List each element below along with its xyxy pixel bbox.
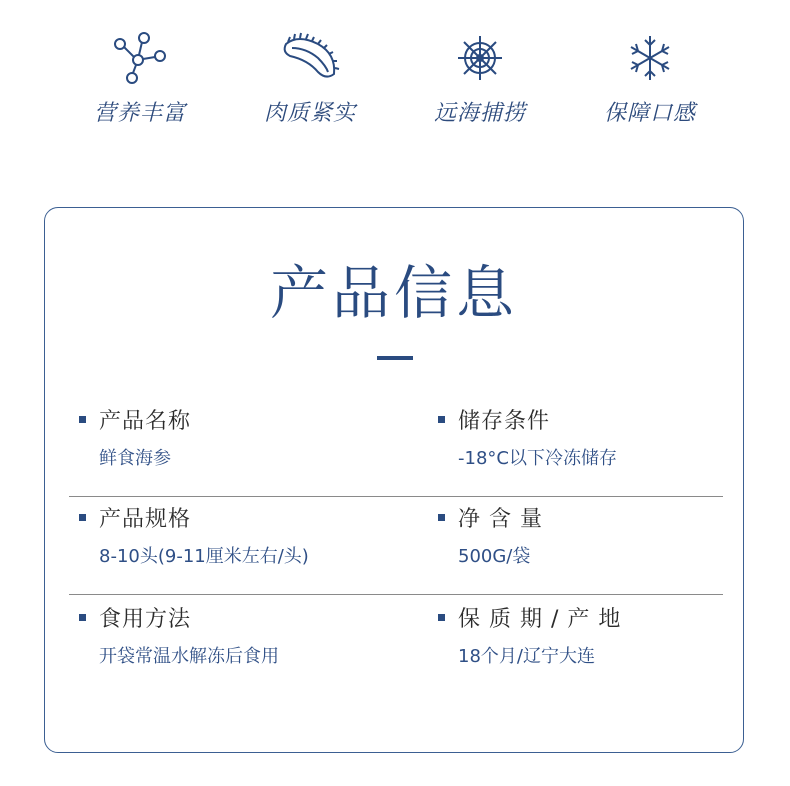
info-row	[69, 496, 723, 595]
info-label: 产品规格	[99, 507, 192, 532]
bullet-icon	[438, 614, 445, 621]
bullet-icon	[438, 514, 445, 521]
info-value: 8-10头(9-11厘米左右/头)	[99, 546, 309, 567]
feature-texture	[225, 30, 395, 127]
info-row	[69, 596, 723, 694]
snowflake-icon	[618, 30, 682, 86]
title-divider	[377, 356, 413, 360]
info-value: 开袋常温水解冻后食用	[99, 646, 279, 667]
bullet-icon	[79, 614, 86, 621]
info-label: 保 质 期 / 产 地	[458, 607, 622, 632]
info-row	[69, 398, 723, 497]
card-title: 产品信息	[269, 259, 518, 327]
feature-fishing	[395, 30, 565, 127]
bullet-icon	[438, 416, 445, 423]
sea-cucumber-icon	[278, 30, 342, 86]
ship-wheel-icon	[448, 30, 512, 86]
molecule-icon	[108, 30, 172, 86]
bullet-icon	[79, 514, 86, 521]
feature-label: 肉质紧实	[263, 101, 356, 126]
info-value: 鲜食海参	[99, 448, 171, 469]
info-label: 食用方法	[99, 607, 192, 632]
info-value: -18°C以下冷冻储存	[458, 448, 617, 469]
feature-label: 保障口感	[603, 101, 696, 126]
info-value: 18个月/辽宁大连	[458, 646, 595, 667]
info-label: 储存条件	[458, 409, 551, 434]
feature-taste	[565, 30, 735, 127]
feature-label: 远海捕捞	[433, 101, 526, 126]
bullet-icon	[79, 416, 86, 423]
feature-strip	[0, 30, 790, 140]
feature-label: 营养丰富	[93, 101, 186, 126]
feature-nutrition	[55, 30, 225, 127]
info-label: 产品名称	[99, 409, 192, 434]
product-info-card	[44, 207, 744, 753]
info-value: 500G/袋	[458, 546, 531, 567]
info-label: 净 含 量	[458, 507, 543, 532]
